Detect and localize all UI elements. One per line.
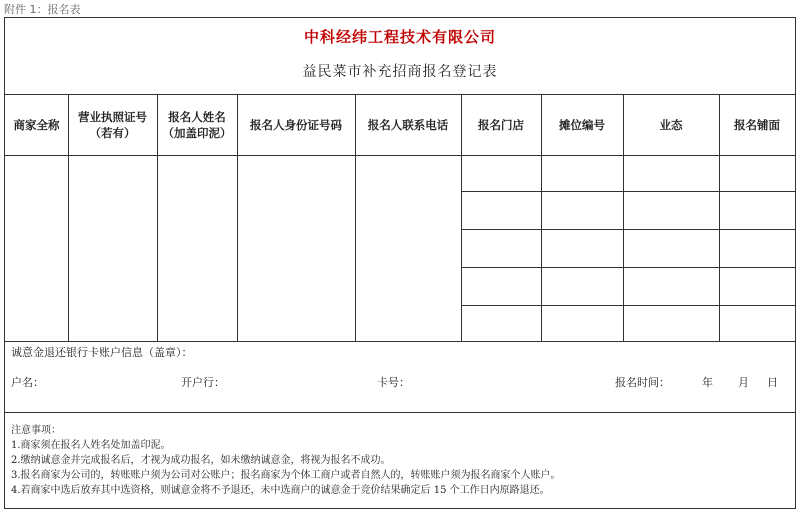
form-title: 益民菜市补充招商报名登记表 [302, 64, 498, 80]
row-line [461, 191, 795, 192]
header-store: 报名门店 [478, 118, 524, 132]
header-phone: 报名人联系电话 [367, 118, 449, 132]
notes-title: 注意事项： [11, 425, 61, 436]
header-license-number: 营业执照证号（若有） [78, 110, 147, 140]
note-item: 3.报名商家为公司的，转账账户须为公司对公账户；报名商家为个体工商户或者自然人的，转账账户须为报名商家个人账户。 [11, 470, 561, 481]
company-name: 中科经纬工程技术有限公司 [303, 28, 496, 46]
row-line [461, 305, 795, 306]
header-stall-number: 摊位编号 [559, 118, 605, 132]
header-divider [5, 155, 795, 156]
row-line [461, 267, 795, 268]
registration-time-label: 报名时间： [615, 376, 670, 389]
account-name-label: 户名： [11, 376, 44, 389]
note-item: 1.商家须在报名人姓名处加盖印泥。 [11, 440, 171, 451]
header-merchant-name: 商家全称 [13, 118, 60, 132]
bank-info-title: 诚意金退还银行卡账户信息（盖章）： [11, 346, 193, 359]
header-shopfront: 报名铺面 [734, 118, 780, 132]
bank-divider [5, 412, 795, 413]
note-item: 4.若商家中选后放弃其中选资格，则诚意金将不予退还，未中选商户的诚意金于竞价结果确定后 15 个工作日内原路退还。 [11, 485, 550, 496]
year-label: 年 [702, 376, 713, 389]
row-line [461, 229, 795, 230]
registration-form [4, 17, 796, 509]
header-id-number: 报名人身份证号码 [250, 118, 342, 132]
bank-name-label: 开户行： [181, 376, 225, 389]
month-label: 月 [738, 376, 749, 389]
header-applicant-name: 报名人姓名（加盖印泥） [162, 110, 232, 140]
day-label: 日 [767, 376, 778, 389]
note-item: 2.缴纳诚意金并完成报名后，才视为成功报名，如未缴纳诚意金，将视为报名不成功。 [11, 455, 391, 466]
header-business-type: 业态 [659, 118, 683, 132]
attachment-label: 附件 1：报名表 [4, 3, 81, 16]
card-number-label: 卡号： [377, 376, 410, 389]
table-bottom [5, 341, 795, 342]
